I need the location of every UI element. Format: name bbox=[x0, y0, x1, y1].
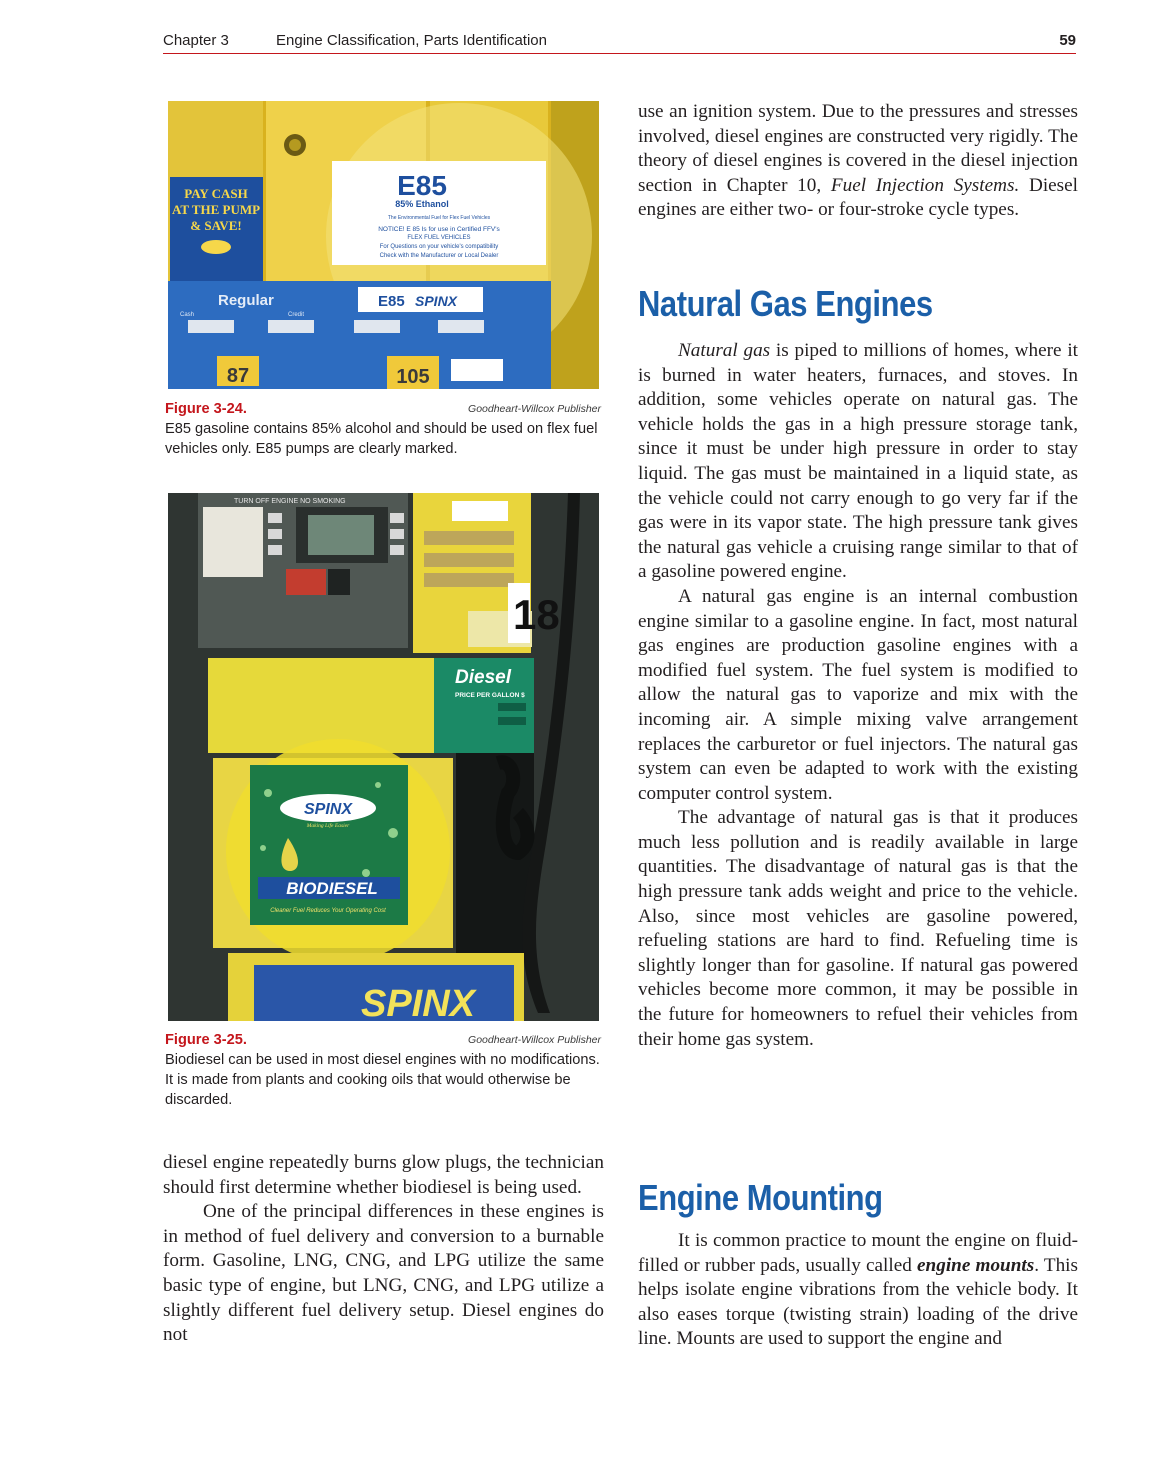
right-column-intro bbox=[638, 100, 1078, 223]
pump-number: 18 bbox=[513, 591, 560, 638]
octane-105: 105 bbox=[396, 366, 430, 388]
base-brand: SPINX bbox=[360, 983, 476, 1021]
figure-3-25-caption bbox=[165, 1030, 605, 1110]
left-column-text bbox=[163, 1151, 604, 1348]
decal-product: BIODIESEL bbox=[286, 879, 378, 898]
credit-label: Credit bbox=[288, 312, 305, 318]
e85-notice-3: For Questions on your vehicle's compatibility bbox=[379, 244, 499, 250]
e85-notice-2: FLEX FUEL VEHICLES bbox=[407, 235, 471, 241]
paragraph: Natural gas is piped to millions of homes, where it is burned in water heaters, furnaces, and stoves. In addition, some vehicles operate on natural gas. The vehicle holds the gas in a high pressure storage tank, since it must be under high pressure in order to stay liquid. The gas must be maintained in a liquid state, as the vehicle could not carry enough to go very far if the gas were in its vapor state. The high pressure tank gives the natural gas vehicle a cruising range similar to that of a gasoline powered engine. bbox=[638, 340, 1078, 583]
natural-gas-section bbox=[638, 339, 1078, 1052]
sign-at-pump: AT THE PUMP bbox=[171, 202, 261, 217]
e85-subtitle: 85% Ethanol bbox=[395, 199, 449, 209]
decal-brand: SPINX bbox=[303, 801, 353, 818]
sign-save: & SAVE! bbox=[190, 218, 242, 233]
chapter-title: Engine Classification, Parts Identification bbox=[276, 32, 547, 49]
e85-notice-4: Check with the Manufacturer or Local Dealer bbox=[379, 253, 499, 259]
cash-label: Cash bbox=[180, 312, 195, 318]
pump-brand: SPINX bbox=[415, 293, 458, 309]
pump-e85-logo: E85 bbox=[378, 293, 405, 310]
decal-tagline: Cleaner Fuel Reduces Your Operating Cost bbox=[270, 908, 386, 914]
grade-regular: Regular bbox=[218, 292, 274, 309]
chapter-label: Chapter 3 bbox=[163, 32, 229, 49]
paragraph: It is common practice to mount the engine on fluid-filled or rubber pads, usually called engine mounts. This helps isolate engine vibrations from the vehicle body. It also eases torque (twisting strain) loading of the drive line. Mounts are used to support the engine and bbox=[638, 1230, 1078, 1350]
decal-slogan: Making Life Easier bbox=[306, 823, 350, 829]
paragraph: The advantage of natural gas is that it produces much less pollution and is readily available in large quantities. The disadvantage of natural gas is that the high pressure tank adds weight and price to the vehicle. Also, since most vehicles are gasoline powered, refueling stations are hard to find. Refueling time is slightly longer than for gasoline. If natural gas powered vehicles become more common, it may be possible in the future for homeowners to refuel their vehicles from their home gas system. bbox=[638, 807, 1078, 1050]
paragraph: A natural gas engine is an internal combustion engine similar to a gasoline engine. In fact, most natural gas engines are production gasoline engines with a modified fuel system. The fuel system is modified to allow the natural gas to vaporize and mix with the incoming air. A simple mixing valve arrangement replaces the carburetor or fuel injectors. The natural gas system can even be adapted to work with the existing computer control system. bbox=[638, 585, 1078, 804]
figure-3-24-caption bbox=[165, 399, 605, 459]
figure-credit: Goodheart-Willcox Publisher bbox=[468, 1034, 601, 1046]
caption-text: E85 gasoline contains 85% alcohol and should be used on flex fuel vehicles only. E85 pumps are clearly marked. bbox=[165, 421, 598, 457]
diesel-label: Diesel bbox=[455, 667, 511, 688]
heading-engine-mounting: Engine Mounting bbox=[638, 1177, 883, 1218]
figure-3-24-photo bbox=[168, 101, 599, 389]
paragraph: diesel engine repeatedly burns glow plugs, the technician should first determine whether biodiesel is being used. bbox=[163, 1152, 604, 1198]
e85-tagline: The Environmental Fuel for Flex Fuel Vehicles bbox=[387, 215, 491, 221]
e85-notice-1: NOTICE! E 85 Is for use in Certified FFV's bbox=[378, 226, 500, 233]
biodiesel-pump-illustration bbox=[168, 493, 599, 1021]
figure-number: Figure 3-25. bbox=[165, 1032, 247, 1048]
term-engine-mounts: engine mounts bbox=[917, 1254, 1035, 1276]
figure-number: Figure 3-24. bbox=[165, 401, 247, 417]
intro-paragraph: use an ignition system. Due to the pressures and stresses involved, diesel engines are constructed very rigidly. The theory of diesel engines is covered in the diesel injection section in Chapter 10, Fuel Injection Systems. Diesel engines are either two- or four-stroke cycle types. bbox=[638, 101, 1078, 221]
caption-text: Biodiesel can be used in most diesel engines with no modifications. It is made from plants and cooking oils that would otherwise be discarded. bbox=[165, 1052, 600, 1108]
price-per-gallon: PRICE PER GALLON $ bbox=[455, 692, 525, 699]
engine-mounting-section bbox=[638, 1229, 1078, 1352]
paragraph: One of the principal differences in these engines is in method of fuel delivery and conversion to a burnable form. Gasoline, LNG, CNG, and LPG utilize the same basic type of engine, but LNG, CNG, and LPG utilize a slightly different fuel delivery setup. Diesel engines do not bbox=[163, 1201, 604, 1346]
e85-pump-illustration bbox=[168, 101, 599, 389]
figure-credit: Goodheart-Willcox Publisher bbox=[468, 403, 601, 415]
octane-87: 87 bbox=[226, 365, 250, 387]
chapter-reference: Fuel Injection Systems. bbox=[830, 174, 1020, 196]
figure-3-25-photo bbox=[168, 493, 599, 1021]
e85-logo-text: E85 bbox=[397, 170, 447, 201]
running-header bbox=[163, 32, 1076, 54]
sign-pay-cash: PAY CASH bbox=[184, 186, 248, 201]
page-number: 59 bbox=[1059, 32, 1076, 49]
heading-natural-gas-engines: Natural Gas Engines bbox=[638, 283, 933, 324]
pump-top-sign: TURN OFF ENGINE NO SMOKING bbox=[234, 498, 346, 505]
term-natural-gas: Natural gas bbox=[678, 340, 771, 361]
